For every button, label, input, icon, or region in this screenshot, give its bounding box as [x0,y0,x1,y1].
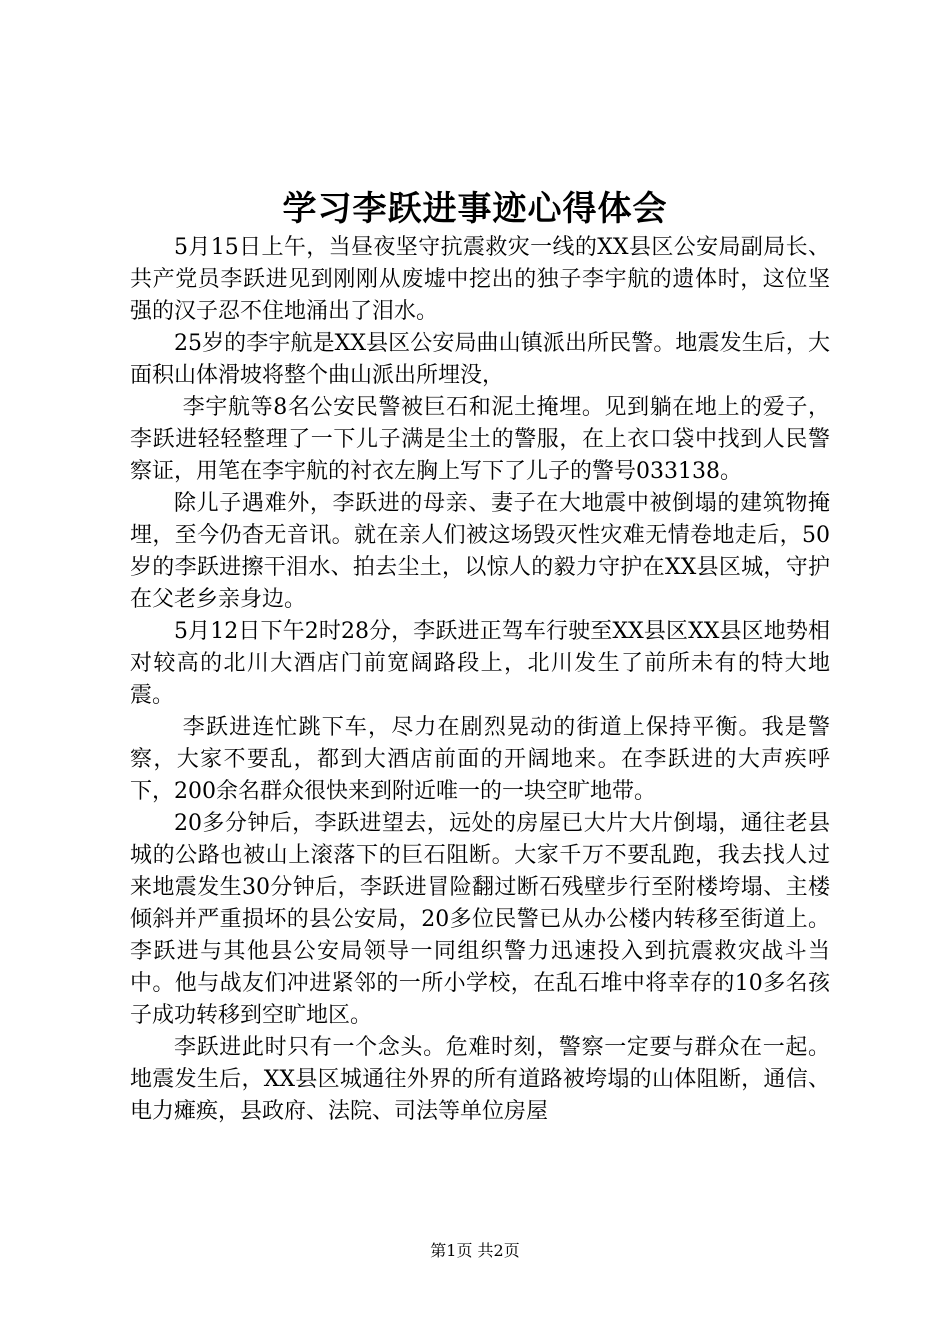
paragraph: 李宇航等8名公安民警被巨石和泥土掩埋。见到躺在地上的爱子，李跃进轻轻整理了一下儿子满是尘土的警服，在上衣口袋中找到人民警察证，用笔在李宇航的衬衣左胸上写下了儿子的警号033138。 [130,395,830,484]
paragraph: 李跃进此时只有一个念头。危难时刻，警察一定要与群众在一起。地震发生后，XX县区城通往外界的所有道路被垮塌的山体阻断，通信、电力瘫痪，县政府、法院、司法等单位房屋 [130,1035,830,1124]
page-footer: 第1页 共2页 [430,1241,520,1260]
paragraph: 李跃进连忙跳下车，尽力在剧烈晃动的街道上保持平衡。我是警察，大家不要乱，都到大酒店前面的开阔地来。在李跃进的大声疾呼下，200余名群众很快来到附近唯一的一块空旷地带。 [130,715,830,804]
paragraph: 25岁的李宇航是XX县区公安局曲山镇派出所民警。地震发生后，大面积山体滑坡将整个曲山派出所埋没， [130,331,830,388]
document-body [130,232,830,1128]
paragraph: 5月12日下午2时28分，李跃进正驾车行驶至XX县区XX县区地势相对较高的北川大酒店门前宽阔路段上，北川发生了前所未有的特大地震。 [130,619,830,708]
document-title: 学习李跃进事迹心得体会 [282,189,668,229]
paragraph: 20多分钟后，李跃进望去，远处的房屋已大片大片倒塌，通往老县城的公路也被山上滚落下的巨石阻断。大家千万不要乱跑，我去找人过来地震发生30分钟后，李跃进冒险翻过断石残壁步行至附楼垮塌、主楼倾斜并严重损坏的县公安局，20多位民警已从办公楼内转移至街道上。李跃进与其他县公安局领导一同组织警力迅速投入到抗震救灾战斗当中。他与战友们冲进紧邻的一所小学校，在乱石堆中将幸存的10多名孩子成功转移到空旷地区。 [130,811,830,1028]
paragraph: 除儿子遇难外，李跃进的母亲、妻子在大地震中被倒塌的建筑物掩埋，至今仍杳无音讯。就在亲人们被这场毁灭性灾难无情卷地走后，50岁的李跃进擦干泪水、拍去尘土，以惊人的毅力守护在XX县区城，守护在父老乡亲身边。 [130,491,830,612]
paragraph: 5月15日上午，当昼夜坚守抗震救灾一线的XX县区公安局副局长、共产党员李跃进见到刚刚从废墟中挖出的独子李宇航的遗体时，这位坚强的汉子忍不住地涌出了泪水。 [130,235,830,324]
